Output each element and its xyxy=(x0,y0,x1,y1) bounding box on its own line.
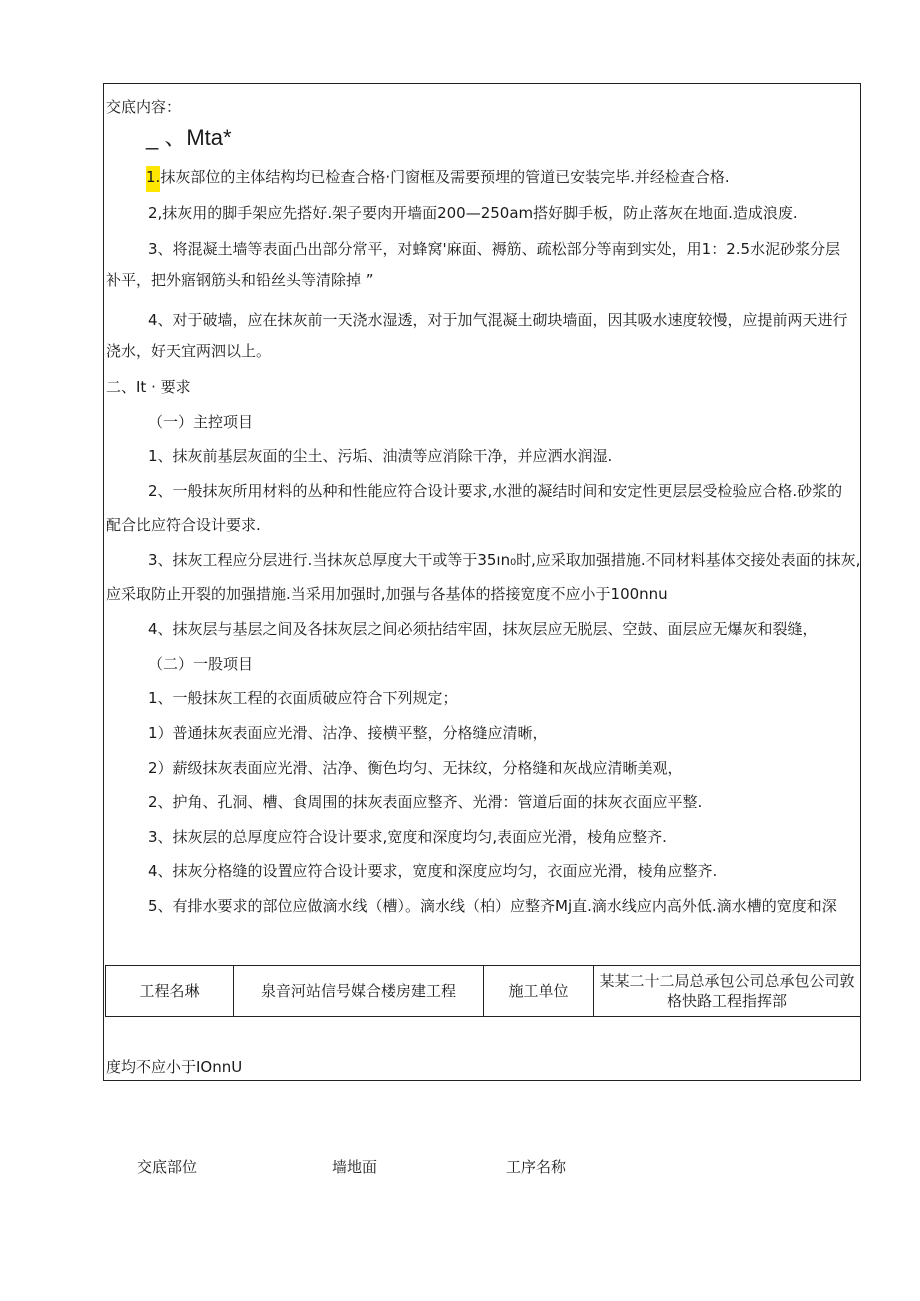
process-name-label: 工序名称 xyxy=(506,1158,567,1176)
project-name-value: 泉音河站信号媒合楼房建工程 xyxy=(234,966,484,1017)
item-2: 2,抹灰用的脚手架应先搭好.架子要肉开墙面200—250am搭好脚手板，防止落灰在地面.造成浪废. xyxy=(148,204,798,222)
item-1-number: 1. xyxy=(146,166,160,192)
general-item-3: 3、抹灰层的总厚度应符合设计要求,宽度和深度均匀,表面应光滑，棱角应整齐. xyxy=(148,828,667,846)
construction-unit-value xyxy=(594,966,861,1017)
subsection-main-control: （一）主控项目 xyxy=(148,413,254,431)
subsection-general: （二）一股项目 xyxy=(148,655,254,673)
general-item-1a: 1）普通抹灰表面应光滑、沽净、接横平整，分格缝应清晰， xyxy=(148,724,548,742)
main-item-4: 4、抹灰层与基层之间及各抹灰层之间必须拈结牢固，抹灰层应无脱层、空鼓、面层应无爆灰和裂缝， xyxy=(148,620,818,638)
item-1 xyxy=(146,167,730,187)
general-item-2: 2、护角、孔洞、槽、食周围的抹灰表面应整齐、光滑：管道后面的抹灰衣面应平整. xyxy=(148,793,703,811)
project-info-row xyxy=(106,966,861,1017)
handover-part-value: 墙地面 xyxy=(332,1158,378,1176)
item-1-text: 抹灰部位的主体结构均已检查合格·门窗框及需要预埋的管道已安装完毕.并经检查合格. xyxy=(160,168,730,186)
main-item-1: 1、抹灰前基层灰面的尘土、污垢、油渍等应消除干净，并应洒水润湿. xyxy=(148,447,613,465)
main-item-3-line-2: 应采取防止开裂的加强措施.当采用加强时,加强与各基体的搭接宽度不应小于100nnu xyxy=(106,585,668,603)
intro-label: 交底内容： xyxy=(106,98,182,116)
general-item-1: 1、一般抹灰工程的衣面质破应符合下列规定； xyxy=(148,689,458,707)
main-item-3-line-1: 3、抹灰工程应分层进行.当抹灰总厚度大干或等于35ın₀时,应采取加强措施.不同材料基体交接处表面的抹灰, xyxy=(148,551,861,569)
continuation-text: 度均不应小于IOnnU xyxy=(106,1058,243,1076)
general-item-1b: 2）薪级抹灰表面应光滑、沽净、衡色均匀、无抹纹，分格缝和灰战应清晰美观， xyxy=(148,759,683,777)
item-4-line-1: 4、对于破墙，应在抹灰前一天浇水湿透，对于加气混凝土砌块墙面，因其吸水速度较慢，应提前两天进行 xyxy=(148,311,848,329)
construction-unit-value-line-1: 某某二十二局总承包公司总承包公司敦 xyxy=(599,972,855,990)
construction-unit-value-line-2: 格快路工程指挥部 xyxy=(666,992,787,1010)
construction-unit-label: 施工单位 xyxy=(484,966,594,1017)
handover-part-label: 交底部位 xyxy=(137,1158,198,1176)
document-frame xyxy=(103,83,861,1081)
item-4-line-2: 浇水，好天宜两泗以上。 xyxy=(106,342,272,360)
project-info-table xyxy=(105,965,861,1017)
general-item-5: 5、有排水要求的部位应做滴水线（槽）。滴水线（柏）应整齐Mj直.滴水线应内高外低.滴水槽的宽度和深 xyxy=(148,897,837,915)
general-item-4: 4、抹灰分格缝的设置应符合设计要求，宽度和深度应均匀，衣面应光滑，棱角应整齐. xyxy=(148,862,718,880)
section-2-title: 二、It · 要求 xyxy=(106,378,191,396)
item-3-line-1: 3、将混凝土墙等表面凸出部分常平，对蜂窝'麻面、褥筋、疏松部分等南到实处，用1：2.5水泥砂浆分层 xyxy=(148,240,841,258)
main-item-2-line-1: 2、一般抹灰所用材料的丛种和性能应符合设计要求,水泄的凝结时间和安定性更层层受检验应合格.砂浆的 xyxy=(148,482,843,500)
main-item-2-line-2: 配合比应符合设计要求. xyxy=(106,516,261,534)
item-3-line-2: 补平，把外寤钢筋头和铅丝头等清除掉 ” xyxy=(106,271,374,289)
heading: _ 、Mta* xyxy=(146,125,232,150)
project-name-label: 工程名琳 xyxy=(106,966,234,1017)
